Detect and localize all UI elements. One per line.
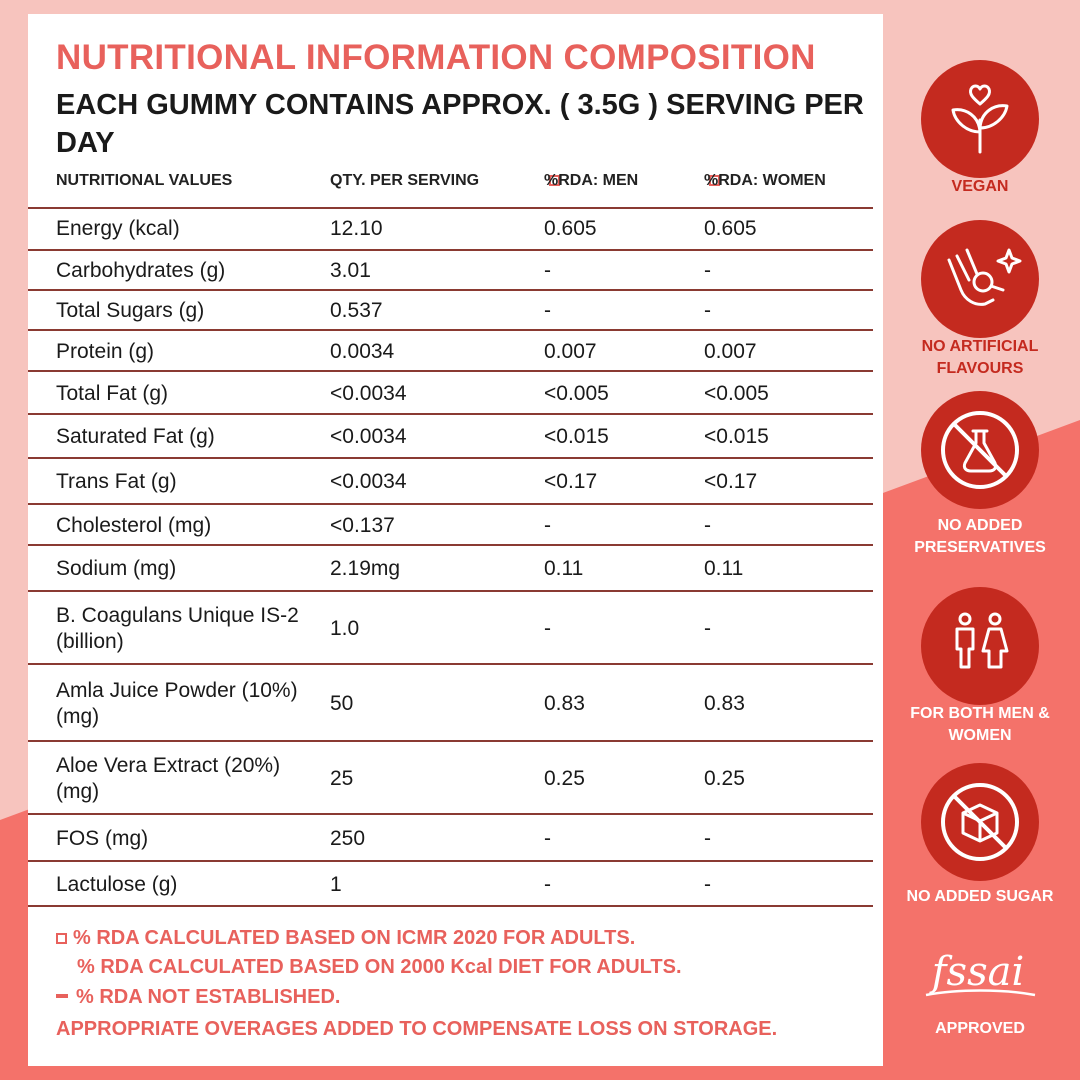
rda-men: <0.015 <box>544 425 609 448</box>
rda-women: - <box>704 299 711 322</box>
rda-women: - <box>704 826 711 850</box>
rda-men: - <box>544 259 551 282</box>
rda-women: 0.605 <box>704 217 757 240</box>
nutrient-name: Cholesterol (mg) <box>56 513 212 537</box>
icmr-marker-icon <box>56 933 67 944</box>
qty-per-serving: 25 <box>330 766 354 790</box>
no-added-sugar-badge <box>921 763 1039 881</box>
rda-men: - <box>544 826 551 850</box>
rda-men: <0.005 <box>544 381 609 405</box>
table-row <box>28 740 873 815</box>
rda-men: 0.83 <box>544 691 585 715</box>
vegan-label: VEGAN <box>951 178 1009 195</box>
nutrient-name: Saturated Fat (g) <box>56 425 215 448</box>
qty-per-serving: 250 <box>330 826 366 850</box>
no-artificial-flavours-label: NO ARTIFICIAL FLAVOURS <box>921 338 1039 377</box>
rda-men: 0.11 <box>544 557 584 580</box>
rda-men: 0.007 <box>544 339 597 363</box>
table-row <box>28 413 873 459</box>
qty-per-serving: 3.01 <box>330 259 371 282</box>
header-rda-women: %RDA: WOMEN <box>704 172 826 189</box>
no-artificial-flavours-badge <box>921 220 1039 338</box>
note-not-established: % RDA NOT ESTABLISHED. <box>56 986 340 1009</box>
table-row <box>28 590 873 665</box>
nutrient-name: Trans Fat (g) <box>56 470 177 493</box>
nutrient-name: B. Coagulans Unique IS-2 (billion) <box>56 603 299 653</box>
nutrient-name: Amla Juice Powder (10%) (mg) <box>56 678 298 728</box>
table-row <box>28 503 873 546</box>
rda-women: - <box>704 259 711 282</box>
rda-men: - <box>544 872 551 896</box>
qty-per-serving: 2.19mg <box>330 557 401 580</box>
header-rda-men: %RDA: MEN <box>544 172 639 189</box>
rda-women: <0.015 <box>704 425 769 448</box>
rda-men: - <box>544 513 551 537</box>
header-nutritional-values: NUTRITIONAL VALUES <box>56 172 233 189</box>
table-row <box>28 457 873 505</box>
table-row <box>28 813 873 862</box>
header-qty-per-serving: QTY. PER SERVING <box>330 172 480 189</box>
table-row <box>28 207 873 249</box>
rda-men: <0.17 <box>544 470 598 493</box>
table-row <box>28 249 873 291</box>
nutrient-name: Protein (g) <box>56 339 155 363</box>
note-icmr: % RDA CALCULATED BASED ON ICMR 2020 FOR ADULTS. <box>56 927 635 950</box>
rda-women: 0.007 <box>704 339 757 363</box>
rda-women: 0.11 <box>704 557 744 580</box>
table-row <box>28 370 873 415</box>
nutrient-name: Total Fat (g) <box>56 381 169 405</box>
men-women-badge <box>921 587 1039 705</box>
qty-per-serving: 1.0 <box>330 616 360 640</box>
men-women-label: FOR BOTH MEN & WOMEN <box>910 705 1050 744</box>
fssai-logo-text: fssai <box>931 949 1025 995</box>
rda-women: - <box>704 616 711 640</box>
rda-men: 0.605 <box>544 217 597 240</box>
table-row <box>28 663 873 742</box>
no-chemical-flask-icon <box>921 391 1039 509</box>
rda-women: 0.25 <box>704 766 745 790</box>
nutrient-name: Carbohydrates (g) <box>56 259 226 282</box>
dash-marker-icon <box>56 994 68 998</box>
qty-per-serving: 0.537 <box>330 299 383 322</box>
no-added-preservatives-label: NO ADDED PRESERVATIVES <box>914 517 1046 556</box>
rda-women: - <box>704 513 711 537</box>
rda-men: - <box>544 616 551 640</box>
qty-per-serving: <0.0034 <box>330 470 407 493</box>
table-row <box>28 289 873 331</box>
vegan-badge <box>921 60 1039 178</box>
rda-women: 0.83 <box>704 691 745 715</box>
nutrient-name: Energy (kcal) <box>56 217 180 240</box>
qty-per-serving: <0.0034 <box>330 381 407 405</box>
table-row <box>28 860 873 907</box>
qty-per-serving: 1 <box>330 872 342 896</box>
no-added-sugar-label: NO ADDED SUGAR <box>906 888 1054 905</box>
serving-subtitle: EACH GUMMY CONTAINS APPROX. ( 3.5G ) SERVING PER DAY <box>56 89 864 159</box>
qty-per-serving: 12.10 <box>330 217 383 240</box>
rda-women: - <box>704 872 711 896</box>
qty-per-serving: 0.0034 <box>330 339 395 363</box>
vegan-leaf-heart-icon <box>921 60 1039 178</box>
nutrient-name: Total Sugars (g) <box>56 299 205 322</box>
fssai-approved-label: APPROVED <box>935 1020 1025 1037</box>
no-sugar-cube-icon <box>921 763 1039 881</box>
ok-hand-sparkle-icon <box>921 220 1039 338</box>
note-overages: APPROPRIATE OVERAGES ADDED TO COMPENSATE LOSS ON STORAGE. <box>56 1018 778 1040</box>
rda-women: <0.17 <box>704 470 758 493</box>
man-woman-icon <box>921 587 1039 705</box>
no-added-preservatives-badge <box>921 391 1039 509</box>
rda-men: 0.25 <box>544 766 585 790</box>
table-row <box>28 329 873 372</box>
nutrient-name: Aloe Vera Extract (20%) (mg) <box>56 753 281 803</box>
qty-per-serving: 50 <box>330 691 354 715</box>
page-title: NUTRITIONAL INFORMATION COMPOSITION <box>56 38 816 77</box>
table-row <box>28 544 873 592</box>
nutrient-name: Sodium (mg) <box>56 557 177 580</box>
table-bottom-rule <box>28 905 873 907</box>
table-header <box>56 172 873 196</box>
qty-per-serving: <0.137 <box>330 513 395 537</box>
nutrient-name: FOS (mg) <box>56 826 149 850</box>
rda-women: <0.005 <box>704 381 769 405</box>
fssai-logo <box>918 945 1043 1005</box>
nutrient-name: Lactulose (g) <box>56 872 178 896</box>
rda-men: - <box>544 299 551 322</box>
note-kcal: % RDA CALCULATED BASED ON 2000 Kcal DIET FOR ADULTS. <box>77 956 682 978</box>
qty-per-serving: <0.0034 <box>330 425 407 448</box>
